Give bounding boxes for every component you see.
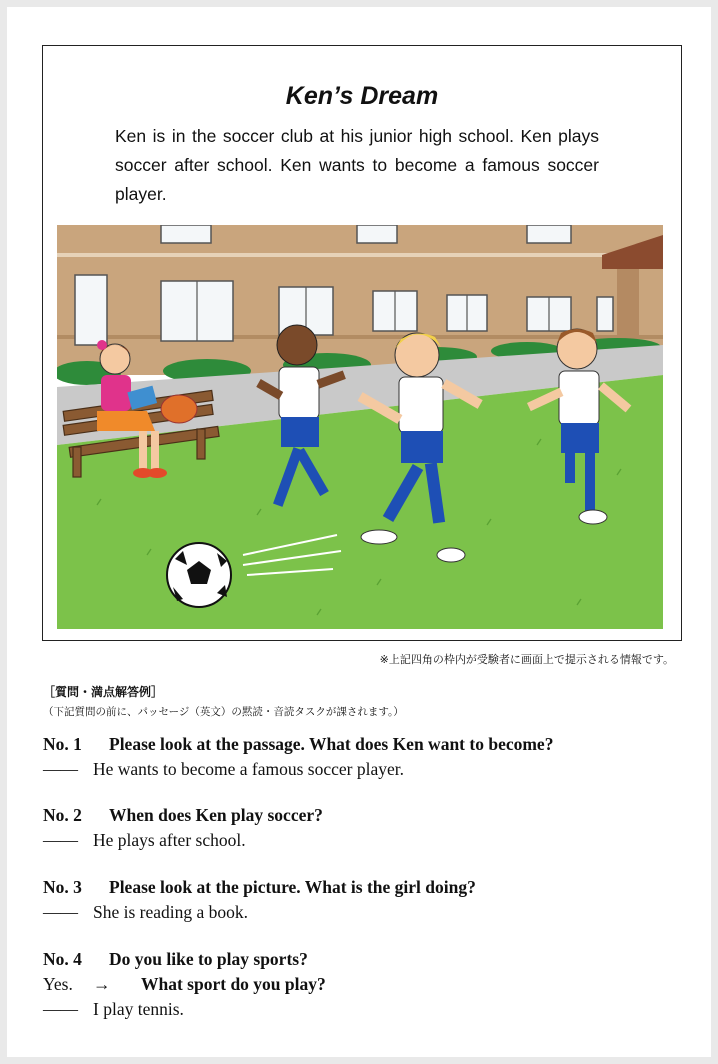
page: [7, 7, 711, 1057]
answer-line: [43, 902, 476, 927]
passage-text: Ken is in the soccer club at his junior high school. Ken plays soccer after school. Ken wants to become a famous soccer player.: [115, 126, 599, 204]
question-line: [43, 877, 476, 902]
question-text: When does Ken play soccer?: [109, 805, 323, 825]
question-text: Do you like to play sports?: [109, 949, 308, 969]
answer-text: He plays after school.: [93, 830, 246, 850]
question-number: No. 3: [43, 877, 82, 897]
section-subheading: （下記質問の前に、パッセージ（英文）の黙読・音読タスクが課されます。）: [43, 706, 404, 718]
soccer-scene-illustration: [57, 225, 663, 629]
screen-note: ※上記四角の枠内が受験者に画面上で提示される情報です。: [379, 653, 674, 666]
question-text: Please look at the picture. What is the girl doing?: [109, 877, 476, 897]
question-line: [43, 949, 326, 974]
answer-line: [43, 999, 326, 1024]
section-heading: ［質問・満点解答例］: [43, 685, 164, 699]
question-text: Please look at the passage. What does Ken want to become?: [109, 734, 554, 754]
answer-dash: ——: [43, 902, 78, 922]
question-number: No. 2: [43, 805, 82, 825]
followup-line: [43, 974, 326, 999]
followup-prefix: Yes.: [43, 974, 73, 994]
answer-line: [43, 830, 323, 855]
qa-item-1: [43, 734, 553, 784]
question-line: [43, 805, 323, 830]
answer-dash: ——: [43, 830, 78, 850]
question-number: No. 1: [43, 734, 82, 754]
answer-dash: ——: [43, 999, 78, 1019]
question-number: No. 4: [43, 949, 82, 969]
passage-card: [42, 45, 682, 641]
answer-line: [43, 759, 553, 784]
answer-text: I play tennis.: [93, 999, 184, 1019]
qa-item-2: [43, 805, 323, 855]
arrow-icon: →: [93, 974, 111, 994]
answer-text: He wants to become a famous soccer player.: [93, 759, 404, 779]
answer-dash: ——: [43, 759, 78, 779]
qa-item-4: [43, 949, 326, 1024]
qa-item-3: [43, 877, 476, 927]
question-line: [43, 734, 553, 759]
passage-title: Ken’s Dream: [285, 82, 439, 110]
answer-text: She is reading a book.: [93, 902, 249, 922]
followup-question: What sport do you play?: [141, 974, 326, 994]
